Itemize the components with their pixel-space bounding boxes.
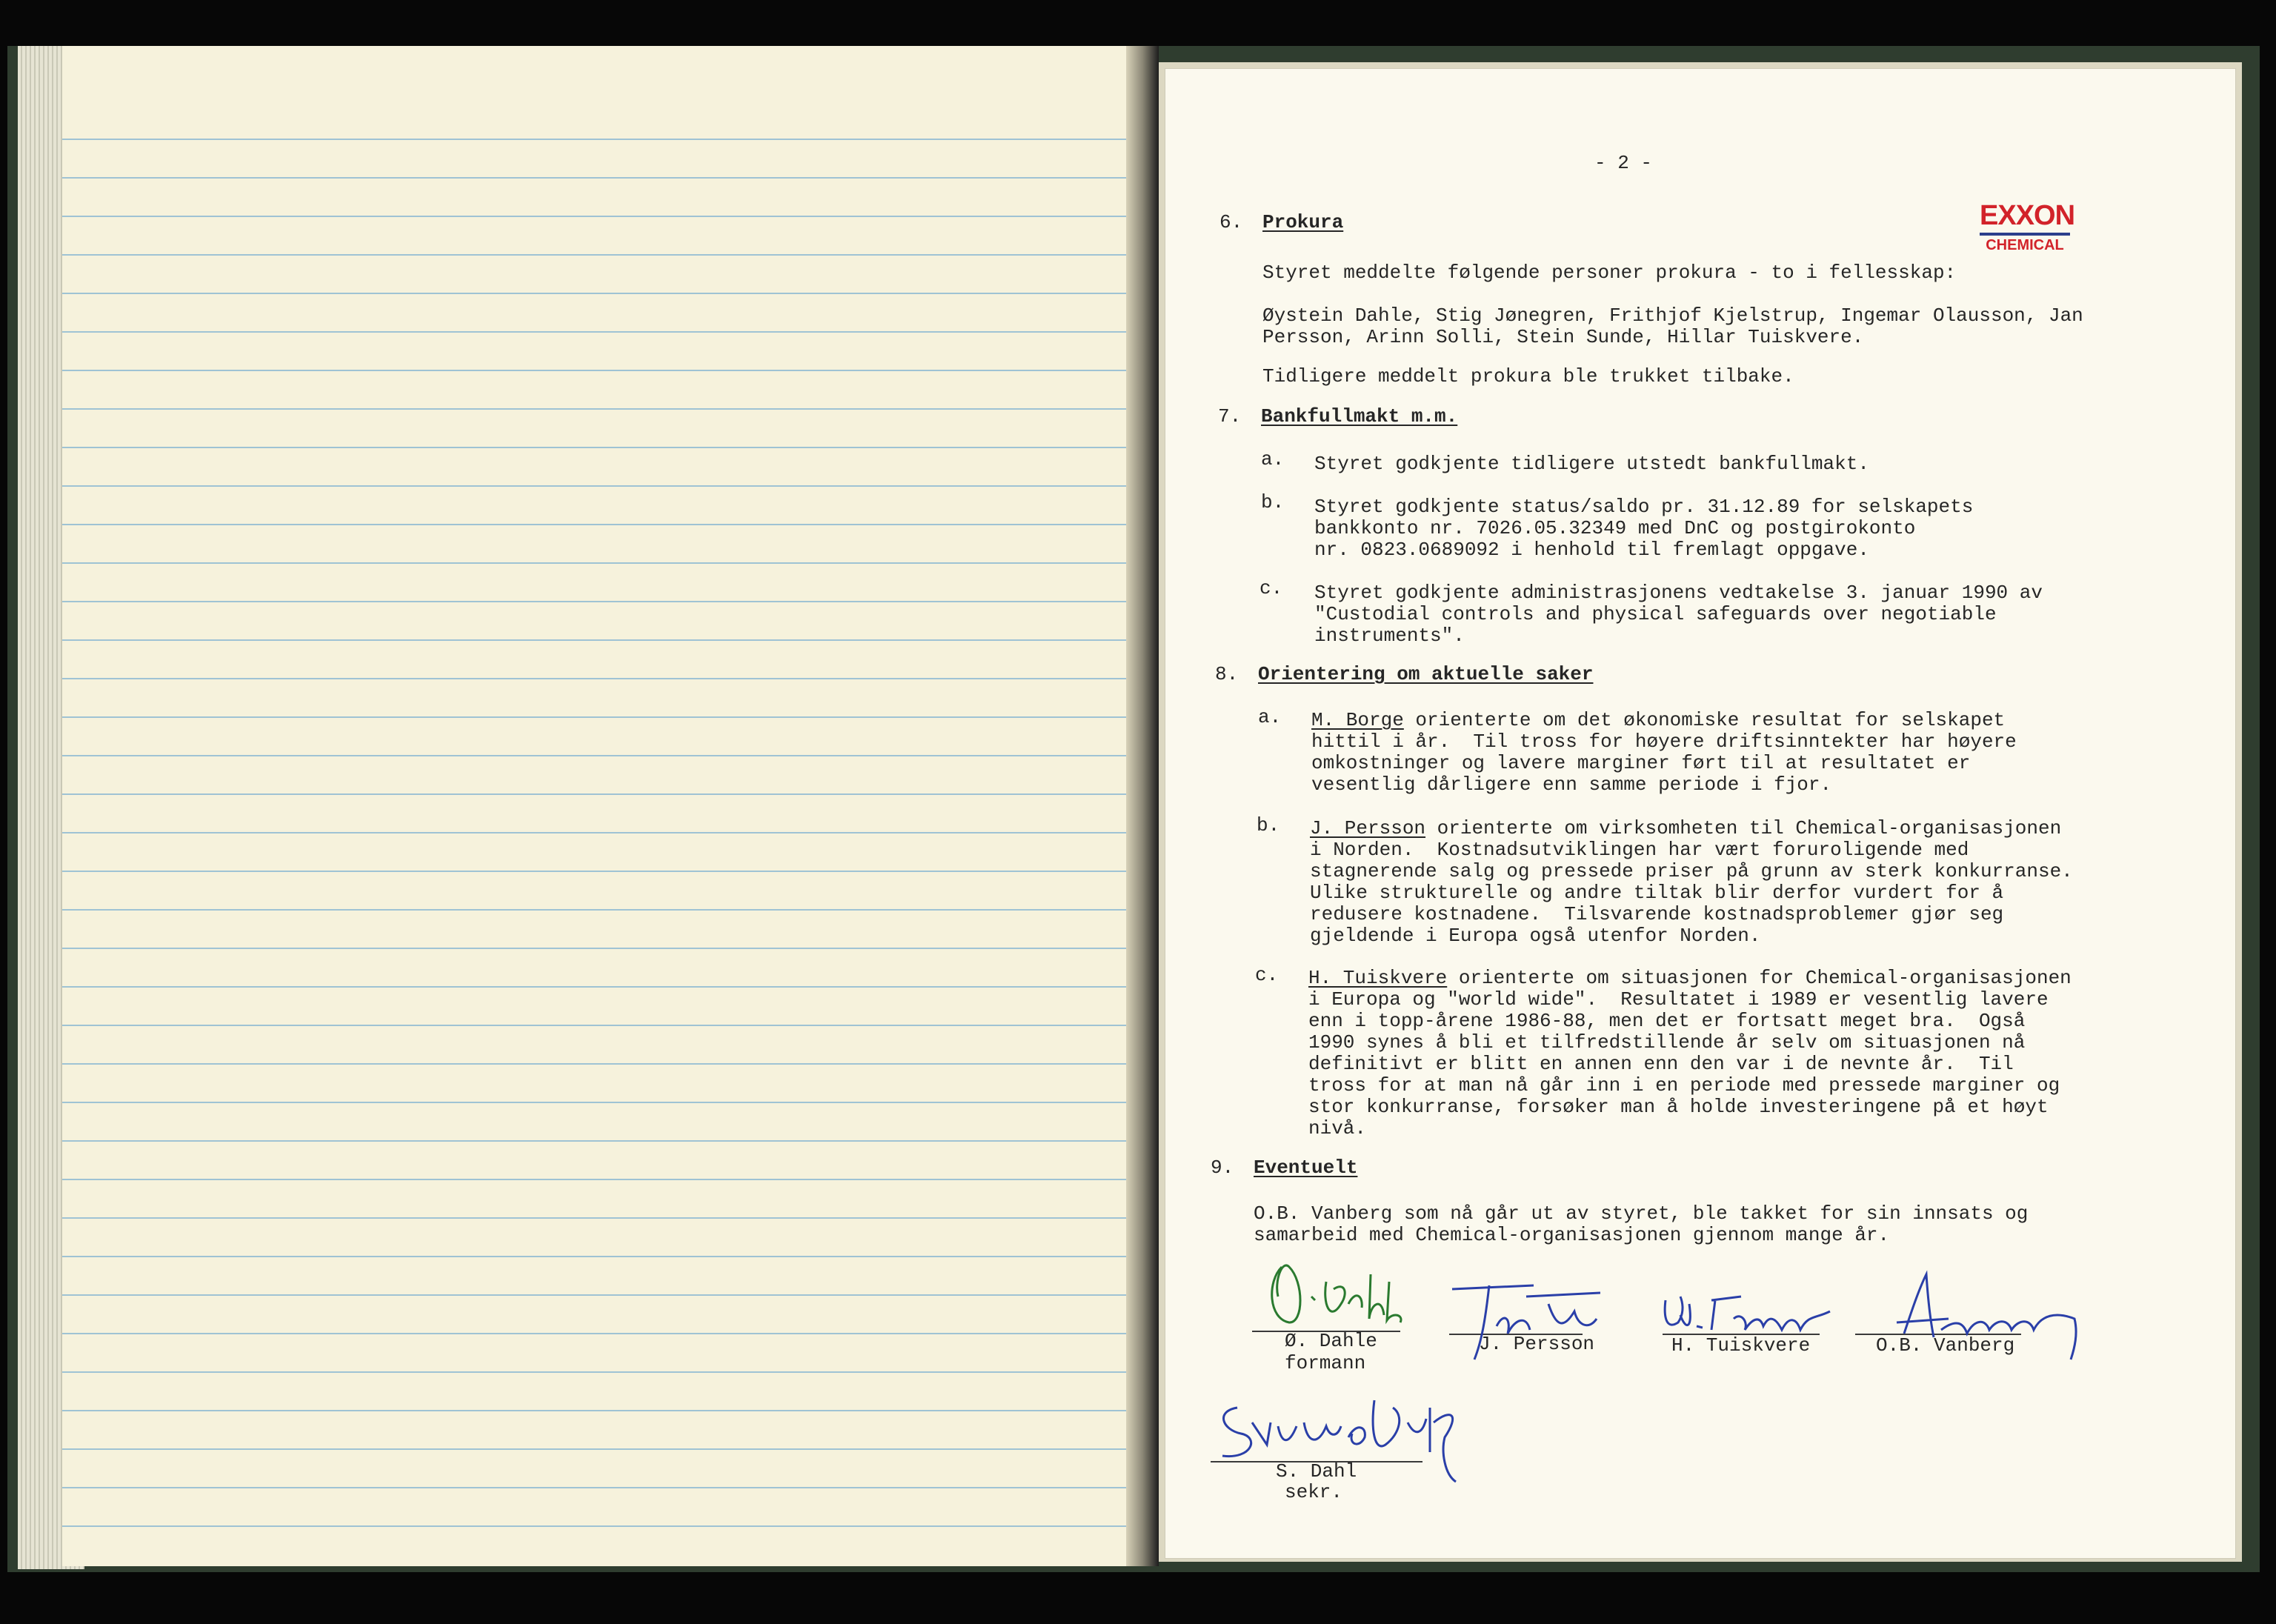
handwritten-signature-tuiskvere [1660, 1289, 1837, 1341]
ruled-lines [62, 102, 1144, 1537]
page-number: - 2 - [1594, 152, 1653, 174]
signer-name-tuiskvere: H. Tuiskvere [1671, 1334, 1811, 1357]
item-8b-name: J. Persson [1310, 817, 1426, 839]
item-9-title: Eventuelt [1254, 1157, 1358, 1179]
signer-role-dahl: sekr. [1285, 1481, 1343, 1503]
logo-subtitle: CHEMICAL [1986, 237, 2064, 253]
book-gutter [1126, 46, 1159, 1566]
signer-role-dahle: formann [1285, 1352, 1366, 1374]
logo-wordmark: EXXON [1980, 200, 2075, 231]
item-6-number: 6. [1219, 211, 1243, 233]
item-6-title: Prokura [1262, 211, 1344, 233]
item-7-number: 7. [1218, 405, 1242, 427]
signer-name-dahle: Ø. Dahle [1285, 1330, 1377, 1352]
signer-name-persson: J. Persson [1479, 1333, 1595, 1355]
item-8a-letter: a. [1258, 706, 1282, 728]
item-6-para-3: Tidligere meddelt prokura ble trukket tilbake. [1262, 365, 1794, 387]
item-8a-text: orienterte om det økonomiske resultat for selskapet hittil i år. Til tross for høyere driftsinntekter har høyere omkostninger og lavere marginer ført til at resultatet er vesentlig dårligere enn samme periode i fjor. [1311, 709, 2017, 796]
item-7-title: Bankfullmakt m.m. [1261, 405, 1458, 427]
item-8c-text: orienterte om situasjonen for Chemical-organisasjonen i Europa og "world wide". Resultatet i 1989 er vesentlig lavere enn i topp-årene 1986-88, men det er fortsatt meget bra. Også 1990 synes å bli et tilfredstillende år selv om situasjonen nå definitivt er blitt en annen enn den var i de nevnte år. Til tross for at man nå går inn i en periode med pressede marginer og stor konkurranse, forsøker man å holde investeringene på et høyt nivå. [1308, 967, 2072, 1139]
signer-name-dahl: S. Dahl [1276, 1460, 1357, 1482]
item-7c-text: Styret godkjente administrasjonens vedtakelse 3. januar 1990 av "Custodial controls and physical safeguards over negotiable instruments". [1314, 582, 2043, 647]
logo-divider [1980, 233, 2070, 236]
item-8c-letter: c. [1255, 964, 1279, 986]
item-8a-name: M. Borge [1311, 709, 1404, 731]
item-8b-letter: b. [1257, 814, 1280, 836]
item-7b-text: Styret godkjente status/saldo pr. 31.12.89 for selskapets bankkonto nr. 7026.05.32349 med DnC og postgirokonto nr. 0823.0689092 i henhold til fremlagt oppgave. [1314, 496, 1974, 561]
item-8-title: Orientering om aktuelle saker [1258, 663, 1594, 685]
item-8c-name: H. Tuiskvere [1308, 967, 1448, 989]
item-7c-letter: c. [1260, 577, 1283, 599]
item-7a-text: Styret godkjente tidligere utstedt bankfullmakt. [1314, 453, 1869, 475]
item-8b-text: orienterte om virksomheten til Chemical-organisasjonen i Norden. Kostnadsutviklingen har vært foruroligende med stagnerende salg og pressede priser på grunn av sterk konkurranse. Ulike strukturelle og andre tiltak blir derfor vurdert for å redusere kostnadene. Tilsvarende kostnadsproblemer gjør seg gjeldende i Europa også utenfor Norden. [1310, 817, 2073, 947]
exxon-chemical-logo [1980, 200, 2075, 253]
item-9-para-1: O.B. Vanberg som nå går ut av styret, ble takket for sin innsats og samarbeid med Chemical-organisasjonen gjennom mange år. [1254, 1202, 2029, 1246]
item-9-number: 9. [1211, 1157, 1234, 1179]
item-6-para-1: Styret meddelte følgende personer prokura - to i fellesskap: [1262, 262, 1957, 284]
handwritten-signature-dahle [1260, 1252, 1408, 1334]
item-6-para-2: Øystein Dahle, Stig Jønegren, Frithjof Kjelstrup, Ingemar Olausson, Jan Persson, Arinn Solli, Stein Sunde, Hillar Tuiskvere. [1262, 304, 2083, 348]
item-7a-letter: a. [1261, 448, 1285, 470]
left-ruled-page [62, 46, 1151, 1566]
item-7b-letter: b. [1261, 491, 1285, 513]
item-8-number: 8. [1215, 663, 1239, 685]
signer-name-vanberg: O.B. Vanberg [1876, 1334, 2015, 1357]
